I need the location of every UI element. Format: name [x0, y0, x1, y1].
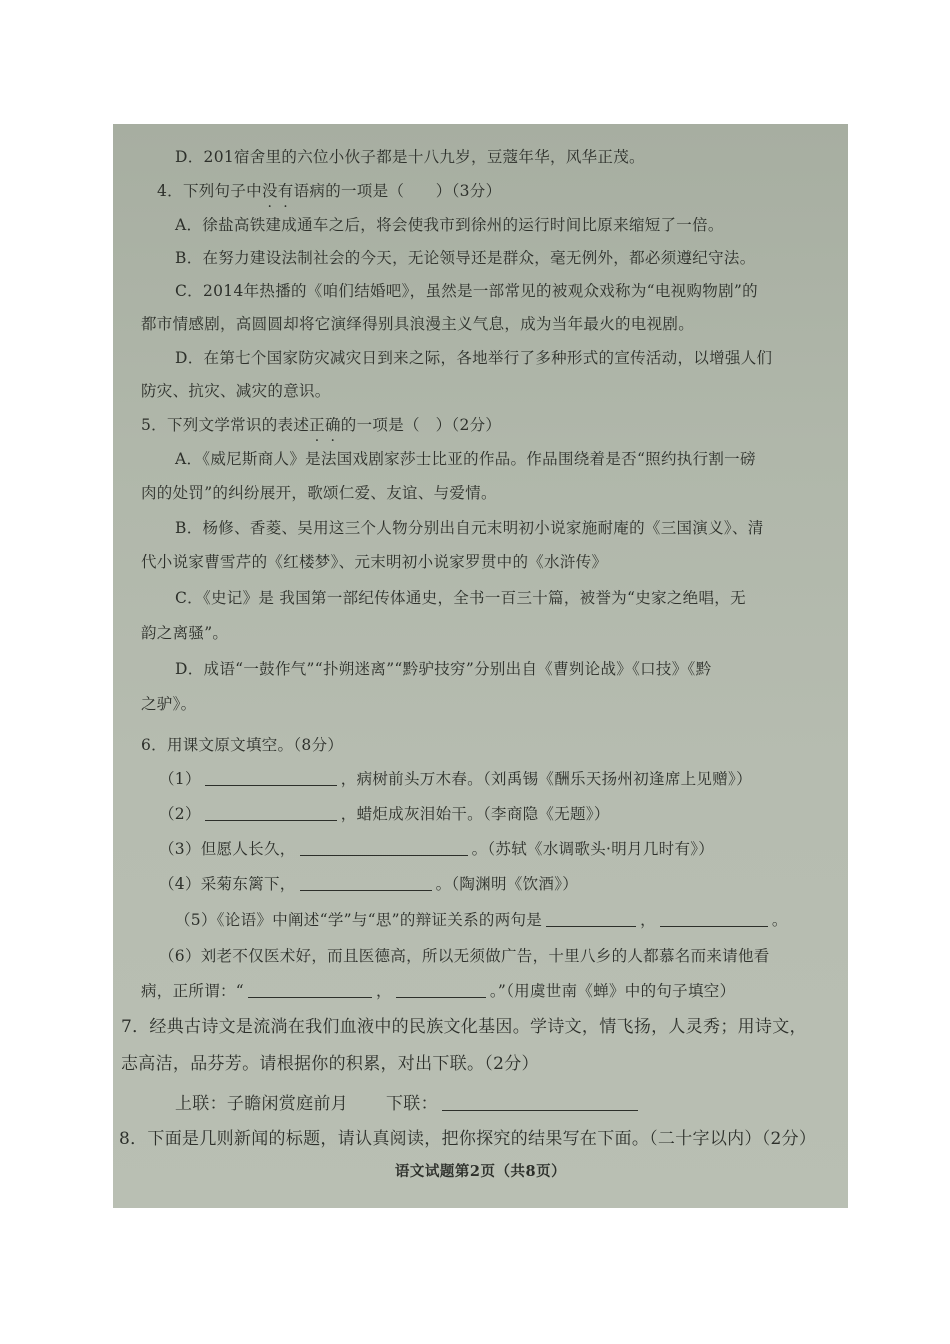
q5-option-d-line1: D．成语“一鼓作气”“扑朔迷离”“黔驴技穷”分别出自《曹刿论战》《口技》《黔: [175, 660, 712, 678]
q6-6-prefix: 病，正所谓：“: [141, 982, 245, 1000]
q4-option-c-line1: C．2014年热播的《咱们结婚吧》，虽然是一部常见的被观众戏称为“电视购物剧”的: [175, 282, 758, 300]
q6-3-prefix: （3）但愿人长久，: [159, 840, 296, 858]
q6-2-blank[interactable]: [205, 802, 337, 821]
q6-item-5: [113, 903, 848, 937]
question-7-couplet: [113, 1087, 848, 1121]
q6-item-1: [113, 762, 848, 796]
q4-pre: 4．下列句子中: [157, 182, 262, 200]
q6-5-prefix: （5）《论语》中阐述“学”与“思”的辩证关系的两句是: [175, 911, 543, 929]
q6-5-comma: ，: [640, 911, 656, 929]
question-6-stem: 6．用课文原文填空。（8分）: [141, 736, 344, 754]
question-5-stem: [113, 408, 848, 442]
q6-3-blank[interactable]: [300, 837, 468, 856]
q6-item-4: [113, 867, 848, 901]
question-4-stem: [113, 174, 848, 208]
q5-option-c-line2: 韵之离骚”。: [141, 624, 229, 642]
q6-6-blank-1[interactable]: [248, 979, 372, 998]
q4-post: 语病的一项是（ ）（3分）: [293, 182, 502, 200]
exam-page: [113, 124, 848, 1208]
q7-upper-couplet: 上联：子瞻闲赏庭前月: [175, 1094, 348, 1114]
q5-option-b-line1: B．杨修、香菱、吴用这三个人物分别出自元末明初小说家施耐庵的《三国演义》、清: [175, 519, 764, 537]
q4-option-d-line1: D．在第七个国家防灾减灾日到来之际，各地举行了多种形式的宣传活动，以增强人们: [175, 349, 773, 367]
q5-pre: 5．下列文学常识的表述: [141, 416, 310, 434]
q6-6-suffix: 。”（用虞世南《蝉》中的句子填空）: [489, 982, 736, 1000]
q6-1-suffix: ，病树前头万木春。（刘禹锡《酬乐天扬州初逢席上见赠》）: [340, 770, 752, 788]
q4-option-b: B．在努力建设法制社会的今天，无论领导还是群众，毫无例外，都必须遵纪守法。: [175, 249, 756, 267]
q6-5-blank-2[interactable]: [660, 908, 768, 927]
q5-option-d-line2: 之驴》。: [141, 695, 197, 713]
q4-option-c-line2: 都市情感剧，高圆圆却将它演绎得别具浪漫主义气息，成为当年最火的电视剧。: [141, 315, 695, 333]
page-footer: 语文试题第2页（共8页）: [394, 1163, 567, 1180]
q5-option-a-line2: 肉的处罚”的纠纷展开，歌颂仁爱、友谊、与爱情。: [141, 484, 497, 502]
q6-item-2: [113, 797, 848, 831]
q3-option-d: D．201宿舍里的六位小伙子都是十八九岁，豆蔻年华，风华正茂。: [175, 148, 645, 166]
q5-emphasis-que: 确: [324, 416, 341, 434]
q6-1-prefix: （1）: [159, 770, 201, 788]
q5-option-a-line1: A．《威尼斯商人》是法国戏剧家莎士比亚的作品。作品围绕着是否“照约执行割一磅: [175, 450, 756, 468]
q6-item-6-line1: （6）刘老不仅医术好，而且医德高，所以无须做广告，十里八乡的人都慕名而来请他看: [159, 947, 770, 965]
question-7-line2: 志高洁，品芬芳。请根据你的积累，对出下联。（2分）: [121, 1054, 539, 1074]
question-8-stem: 8．下面是几则新闻的标题，请认真阅读，把你探究的结果写在下面。（二十字以内）（2分）: [119, 1129, 817, 1149]
q6-2-prefix: （2）: [159, 805, 201, 823]
q6-item-3: [113, 832, 848, 866]
q5-option-c-line1: C．《史记》是 我国第一部纪传体通史，全书一百三十篇，被誉为“史家之绝唱，无: [175, 589, 746, 607]
q6-item-6-line2: [113, 974, 848, 1008]
q5-option-b-line2: 代小说家曹雪芹的《红楼梦》、元末明初小说家罗贯中的《水浒传》: [141, 553, 608, 571]
q4-emphasis-you: 有: [277, 182, 294, 200]
q6-5-period: 。: [771, 911, 788, 929]
question-7-line1: 7．经典古诗文是流淌在我们血液中的民族文化基因。学诗文，情飞扬，人灵秀；用诗文，: [121, 1017, 807, 1037]
q5-emphasis-zheng: 正: [309, 416, 325, 434]
q6-4-blank[interactable]: [300, 872, 432, 891]
q6-4-prefix: （4）采菊东篱下，: [159, 875, 296, 893]
q6-3-suffix: 。（苏轼《水调歌头·明月几时有》）: [471, 840, 715, 858]
q7-lower-blank[interactable]: [442, 1092, 638, 1111]
q6-4-suffix: 。（陶渊明《饮酒》）: [435, 875, 579, 893]
q4-option-a: A．徐盐高铁建成通车之后，将会使我市到徐州的运行时间比原来缩短了一倍。: [175, 216, 724, 234]
q6-6-blank-2[interactable]: [396, 979, 486, 998]
q7-lower-label: 下联：: [386, 1094, 438, 1114]
q6-2-suffix: ，蜡炬成灰泪始干。（李商隐《无题》）: [340, 805, 610, 823]
q6-5-blank-1[interactable]: [546, 908, 636, 927]
q4-emphasis-mei: 没: [261, 182, 278, 200]
q4-option-d-line2: 防灾、抗灾、减灾的意识。: [141, 382, 331, 400]
q6-6-comma: ，: [376, 982, 392, 1000]
q6-1-blank[interactable]: [205, 767, 337, 786]
q5-post: 的一项是（ ）（2分）: [340, 416, 502, 434]
